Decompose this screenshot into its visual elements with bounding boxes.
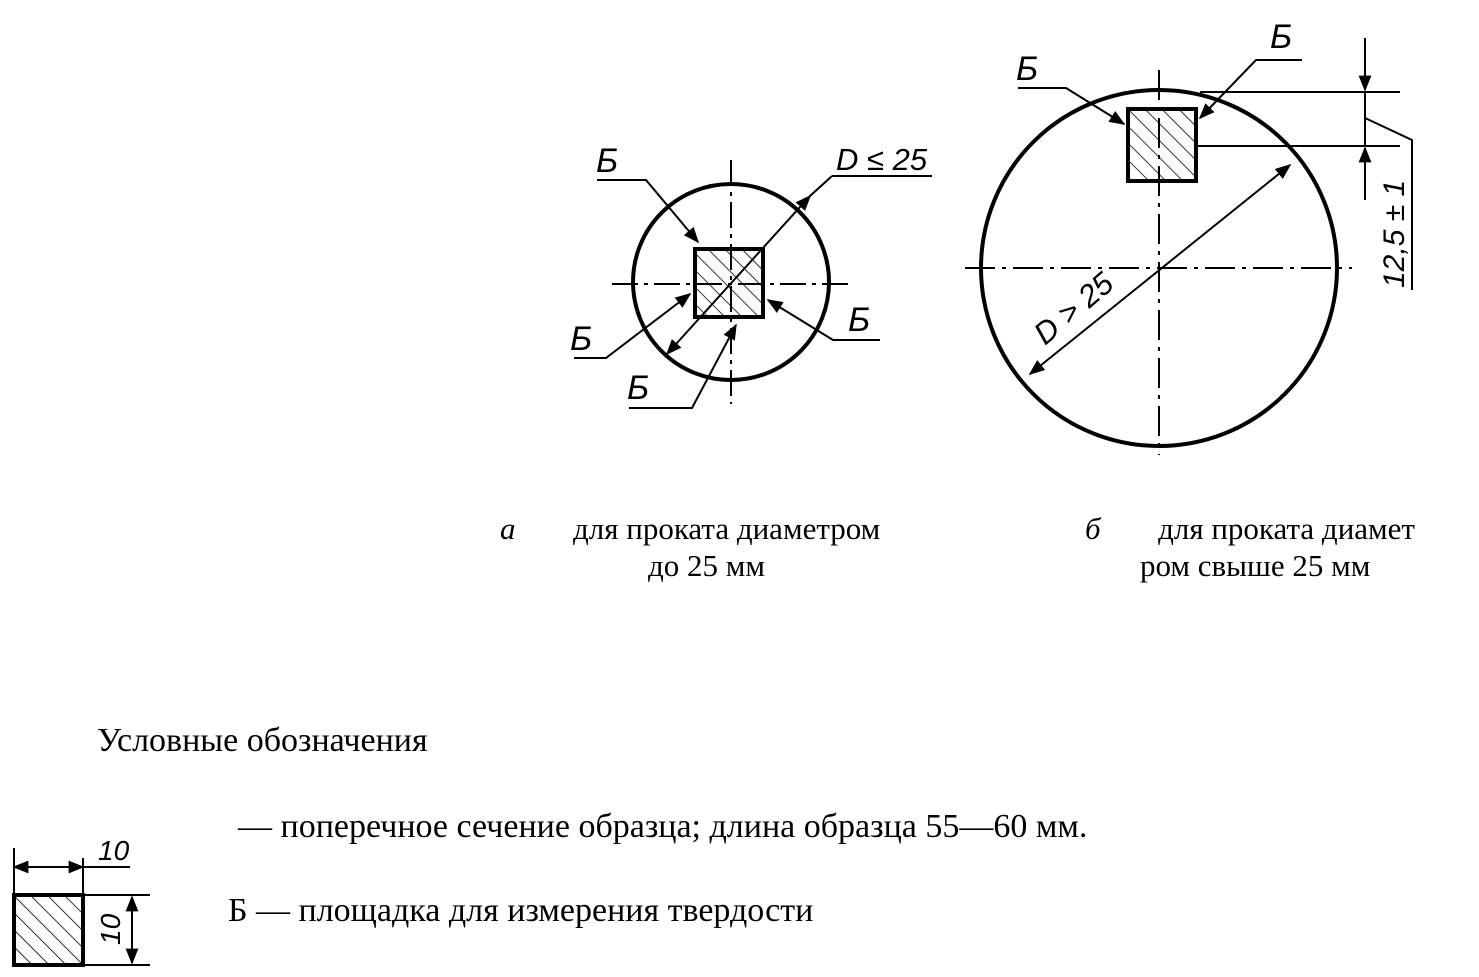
legend-width-label: 10 [98, 835, 130, 866]
label-b-b-right: Б [1270, 18, 1293, 56]
diameter-leader [810, 176, 832, 196]
diameter-line [667, 196, 810, 354]
legend-area-description: Б — площадка для измерения твердости [228, 892, 814, 929]
caption-a-letter: а [500, 511, 516, 546]
label-b-b-left: Б [1016, 50, 1039, 88]
figure-a [570, 142, 932, 408]
diameter-line-b [1030, 165, 1290, 374]
label-b-right: Б [848, 301, 871, 339]
specimen-square-b [1128, 109, 1196, 181]
label-b-left: Б [570, 320, 593, 358]
legend-title: Условные обозначения [97, 722, 428, 759]
caption-a [500, 511, 880, 547]
diameter-label-b: D > 25 [1027, 265, 1121, 352]
figure-b [965, 18, 1412, 455]
label-b-top: Б [596, 142, 619, 180]
caption-a-line2: до 25 мм [648, 548, 766, 583]
caption-a-line1: для проката диаметром [573, 511, 881, 546]
caption-b-line1: для проката диамет [1158, 511, 1415, 546]
legend-sample-description: — поперечное сечение образца; длина образца 55—60 мм. [238, 808, 1088, 845]
leader-b-b-left [1018, 88, 1124, 124]
leader-b-b-right [1200, 60, 1302, 118]
diameter-label-a: D ≤ 25 [836, 142, 928, 177]
caption-b-line2: ром свыше 25 мм [1140, 548, 1371, 583]
legend-height-label: 10 [95, 913, 126, 945]
caption-b [1085, 511, 1415, 547]
caption-b-letter: б [1085, 511, 1101, 546]
offset-label: 12,5 ± 1 [1378, 179, 1411, 288]
label-b-bottom: Б [627, 369, 650, 407]
legend-sample-icon [14, 835, 150, 965]
